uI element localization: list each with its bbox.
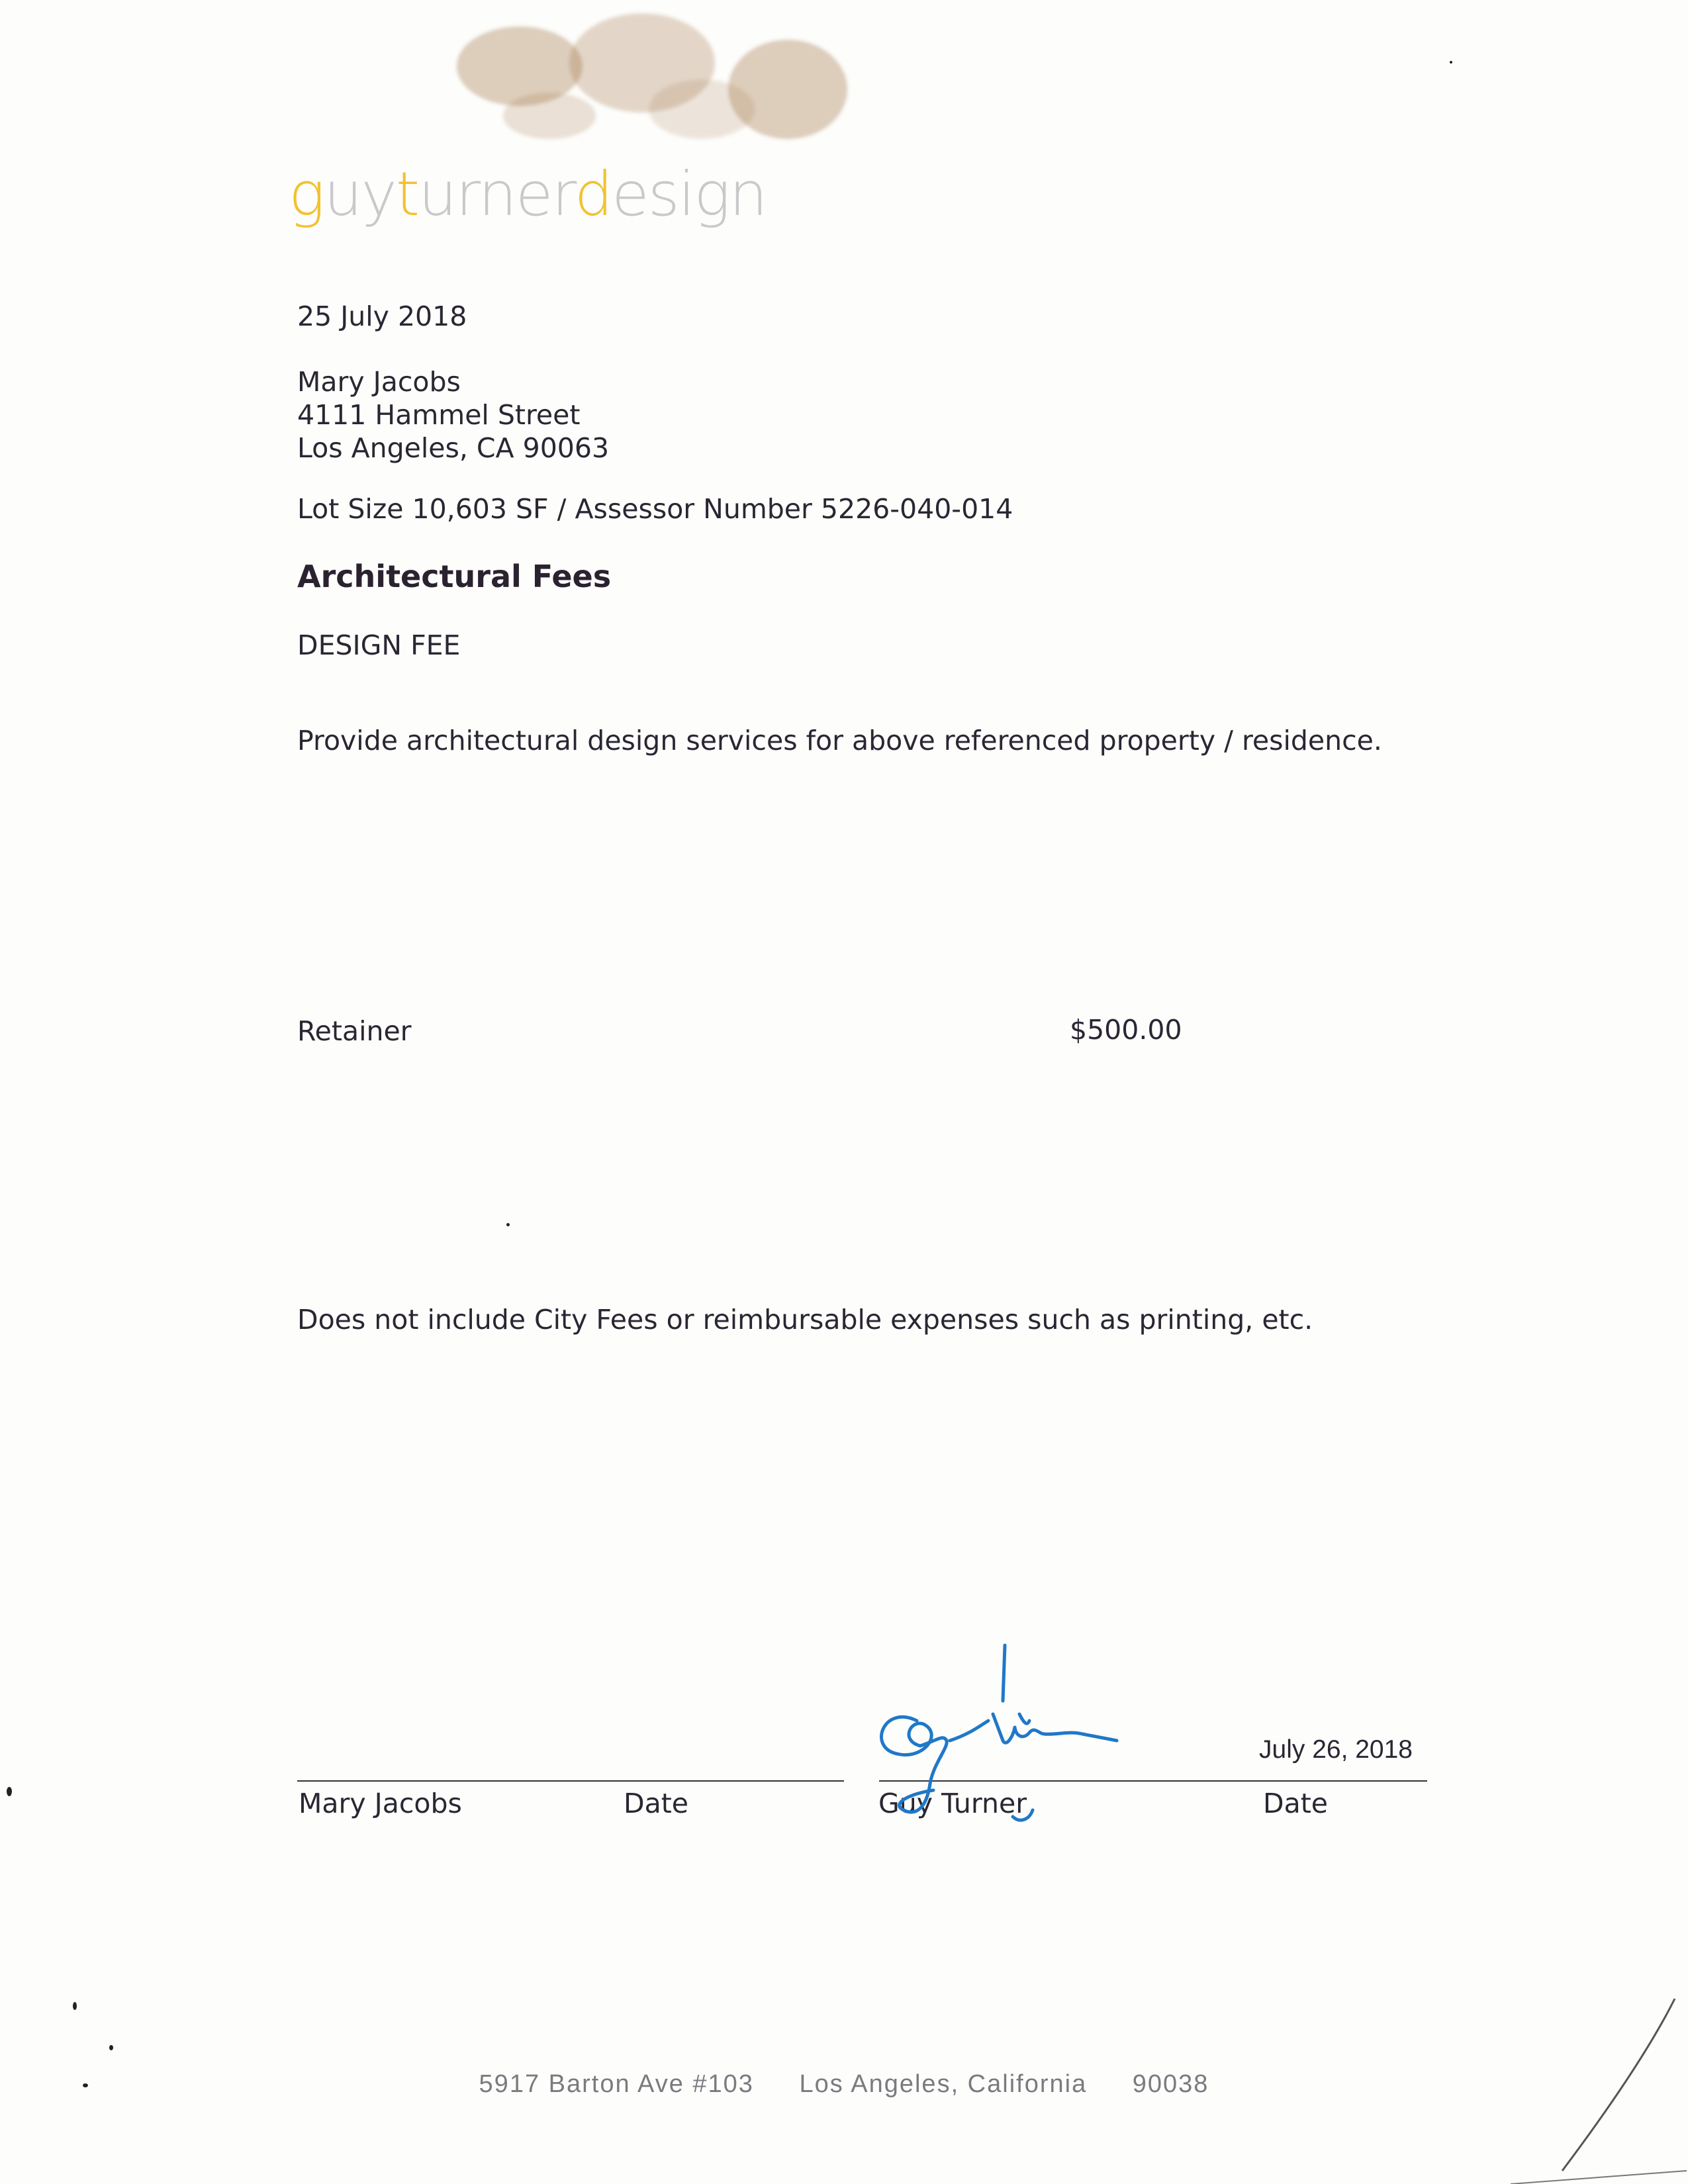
footer-city: Los Angeles, California [799,2070,1088,2098]
speck [1450,61,1452,64]
designer-date-label: Date [1263,1788,1328,1819]
speck [506,1223,510,1226]
section-heading: Architectural Fees [297,559,612,594]
letter-date: 25 July 2018 [297,300,467,332]
footer-zip: 90038 [1132,2070,1209,2098]
speck [7,1787,12,1796]
client-signature-line [297,1780,844,1782]
designer-signature [870,1641,1182,1827]
retainer-amount: $500.00 [1070,1014,1182,1046]
speck [109,2045,113,2050]
property-line: Lot Size 10,603 SF / Assessor Number 5226-040-014 [297,493,1013,525]
speck [73,2002,77,2010]
service-description: Provide architectural design services for above referenced property / residence. [297,725,1382,756]
exclusion-note: Does not include City Fees or reimbursable expenses such as printing, etc. [297,1304,1313,1336]
footer-address [0,2070,1688,2099]
designer-signed-date: July 26, 2018 [1259,1735,1413,1764]
client-date-label: Date [624,1788,688,1819]
designer-name: Guy Turner [878,1788,1027,1819]
recipient-city: Los Angeles, CA 90063 [297,432,610,464]
retainer-label: Retainer [297,1015,412,1047]
recipient-street: 4111 Hammel Street [297,399,581,431]
recipient-name: Mary Jacobs [297,366,461,398]
client-name: Mary Jacobs [299,1788,462,1819]
fee-type: DESIGN FEE [297,629,461,661]
footer-street: 5917 Barton Ave #103 [479,2070,754,2098]
company-logo: guyturnerdesign [289,159,767,230]
